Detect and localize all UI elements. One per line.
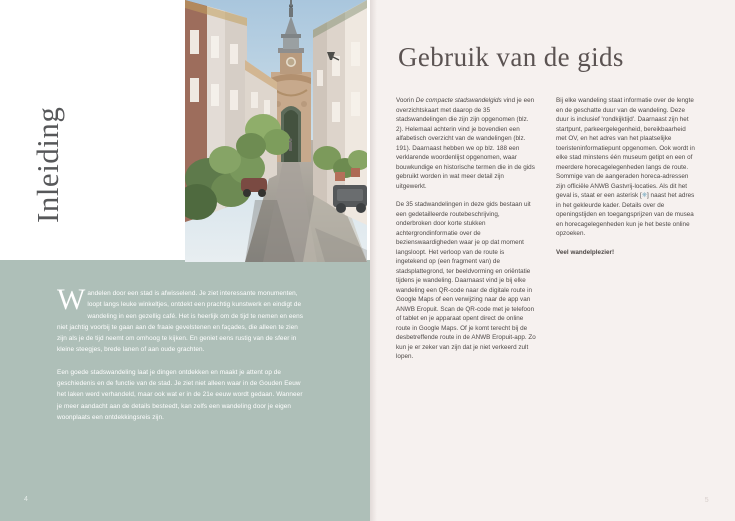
column2-paragraph-1: [556, 96, 696, 239]
column1-paragraph-1-lead: Voorin: [396, 97, 416, 104]
drop-cap-letter: W: [57, 283, 86, 316]
two-column-text-block: [396, 96, 696, 371]
intro-paragraph-1-text: andelen door een stad is afwisselend. Je ziet interessante monumenten, loopt langs leuke winkeltjes, ontdekt een prachtig kunstwerk en eindigt de wandeling in een gezellig café. Het is heerlijk om de tijd te nemen en eens niet jachtig voorbij te gaan aan de fraaie gevelstenen en façades, die alleen te zien zijn als je de tijd neemt om omhoog te kijken. En geniet eens rustig van de sfeer in kleine steegjes, brede lanen of aan oude grachten.: [57, 290, 304, 354]
column1-paragraph-1-tail: vind je een overzichtskaart met daarop de 35 stadswandelingen die zijn zijn opgenomen (blz. 2). Helemaal achterin vind je bovendien een alfabetisch overzicht van de wandelingen (blz. 191). Daarnaast hebben we op blz. 188 een verklarende woordenlijst opgenomen, waar bouwkundige en historische termen die in de gids gebruikt worden in wat meer detail zijn uitgewerkt.: [396, 97, 535, 190]
column1-paragraph-2: De 35 stadwandelingen in deze gids bestaan uit een gedetailleerde routebeschrijving, onderbroken door korte stukken achtergrondinformatie over de bezienswaardigheden waar je op dat moment langsloopt. Het verloop van de route is ingetekend op (een fragment van) de stadsplattegrond, ter beeldvorming en oriëntatie tijdens je wandeling. Daarnaast vind je bij elke wandeling een QR-code naar de digitale route in Google Maps of een verwijzing naar de app van ANWB Eropuit. Scan de QR-code met je telefoon of tablet en je apparaat opent direct de online route in Google Maps. Of je komt terecht bij de desbetreffende route in de ANWB Eropuit-app. Zo kun je er zeker van zijn dat je niet verkeerd zult lopen.: [396, 201, 536, 360]
right-page: [370, 0, 735, 521]
column2-paragraph-1-tail: ] naast het adres in het gekleurde kader. Details over de openingstijden en toegangsprijzen van de musea en horecagelegenheden kun je het beste online opzoeken.: [556, 192, 695, 237]
chapter-title: Inleiding: [30, 106, 65, 223]
street-view-church-tower-photo: [185, 0, 367, 262]
page-number-right: 5: [704, 497, 709, 504]
page-title: Gebruik van de gids: [398, 42, 624, 72]
book-title-italic: De compacte stadswandelgids: [415, 97, 502, 104]
column1-paragraph-1: [396, 96, 536, 191]
introduction-body: [57, 283, 309, 434]
intro-paragraph-2: Een goede stadswandeling laat je dingen ontdekken en maakt je attent op de geschiedenis en de functie van de stad. Je ziet niet alleen waar in de Gouden Eeuw het laken werd verhandeld, maar ook wat er in de 21e eeuw wordt gedaan. Wanneer je meer aandacht aan de details besteedt, kan zelfs een wandeling door je eigen woonplaats een ontdekkingsreis zijn.: [57, 368, 303, 421]
text-column-1: [396, 96, 536, 371]
closing-line: Veel wandelplezier!: [556, 248, 615, 256]
intro-paragraph-1: [57, 283, 309, 356]
text-column-2: [556, 96, 696, 371]
column2-paragraph-1-lead: Bij elke wandeling staat informatie over de lengte en de geschatte duur van de wandeling. Deze duur is inclusief 'rondkijktijd'. Daarnaast zijn het startpunt, parkeergelegenheid, bereikbaarheid met OV, en het adres van het plaatselijke toeristeninformatiepunt opgenomen. Ook wordt in elke stad minstens één museum getipt en een of meerdere horecagelegenheden langs de route. Sommige van de aangeraden horeca-adressen zijn officiële ANWB Gastvrij-locaties. Als dit het geval is, staat er een asterisk [: [556, 97, 695, 199]
gastvrij-asterisk-icon: ✳: [641, 192, 648, 199]
page-number-left: 4: [24, 496, 29, 503]
